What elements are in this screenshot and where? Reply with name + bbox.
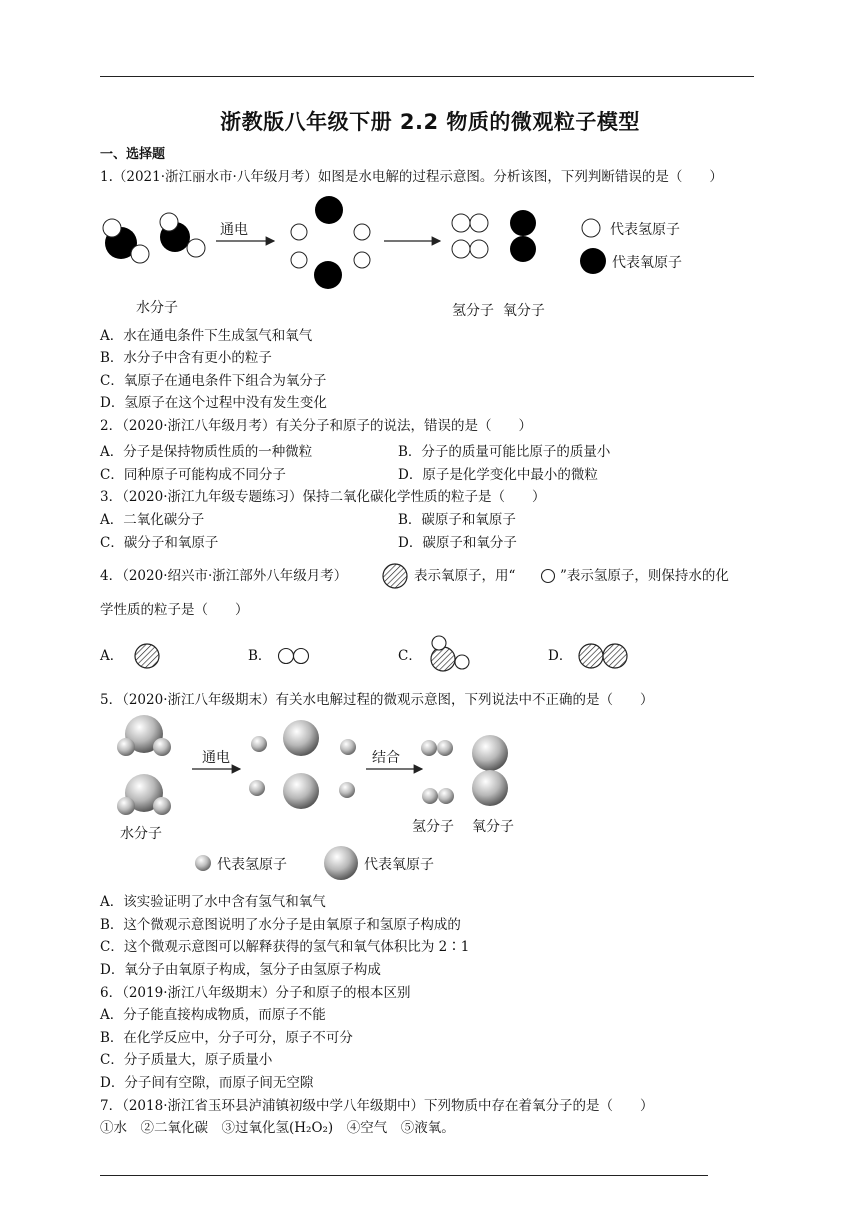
separated-atoms-icon xyxy=(249,720,356,809)
hydrogen-atom-icon xyxy=(582,219,600,237)
q4-option-c-water-molecule-icon xyxy=(425,633,475,677)
oxygen-atom-icon xyxy=(324,846,358,880)
q4-option-a-letter: A． xyxy=(100,648,124,664)
q5-legend-o: 代表氧原子 xyxy=(364,857,434,873)
q5-option-a: A．该实验证明了水中含有氢气和氧气 xyxy=(100,894,326,910)
q1-water-label: 水分子 xyxy=(136,300,178,316)
q3-stem: 3．（2020·浙江九年级专题练习）保持二氧化碳化学性质的粒子是（ ） xyxy=(100,489,546,505)
q1-option-a: A．水在通电条件下生成氢气和氧气 xyxy=(100,328,313,344)
q5-legend-h: 代表氢原子 xyxy=(217,857,287,873)
footer-rule xyxy=(100,1175,708,1176)
section-heading: 一、选择题 xyxy=(100,147,166,162)
q4-option-b-two-hydrogen-icon xyxy=(277,646,313,666)
q5-stem: 5．（2020·浙江八年级期末）有关水电解过程的微观示意图，下列说法中不正确的是（ ） xyxy=(100,692,654,708)
q1-legend-o: 代表氧原子 xyxy=(612,255,682,271)
q5-option-c: C．这个微观示意图可以解释获得的氢气和氧气体积比为 2∶1 xyxy=(100,939,470,955)
q3-option-a: A．二氧化碳分子 xyxy=(100,512,205,528)
q4-option-d-letter: D． xyxy=(548,648,573,664)
q2-option-a: A．分子是保持物质性质的一种微粒 xyxy=(100,444,313,460)
hatched-oxygen-icon xyxy=(381,562,409,590)
q2-option-b: B．分子的质量可能比原子的质量小 xyxy=(398,444,611,460)
q6-option-a: A．分子能直接构成物质，而原子不能 xyxy=(100,1007,326,1023)
q4-option-a-single-oxygen-icon xyxy=(132,641,162,671)
q1-electrolysis-figure xyxy=(100,190,720,330)
q5-h2-label: 氢分子 xyxy=(412,819,454,835)
hydrogen-atom-icon xyxy=(540,568,556,584)
q1-option-c: C．氧原子在通电条件下组合为氧分子 xyxy=(100,373,327,389)
q7-stem: 7．（2018·浙江省玉环县泸浦镇初级中学八年级期中）下列物质中存在着氧分子的是（ ） xyxy=(100,1098,654,1114)
q5-o2-label: 氧分子 xyxy=(472,819,514,835)
q6-option-c: C．分子质量大，原子质量小 xyxy=(100,1052,273,1068)
q4-option-d-oxygen-molecule-icon xyxy=(577,641,633,671)
hydrogen-molecule-icon xyxy=(421,740,454,804)
q1-stem: 1.（2021·浙江丽水市·八年级月考）如图是水电解的过程示意图。分析该图，下列判断错误的是（ ） xyxy=(100,169,723,185)
water-molecule-icon xyxy=(117,715,171,756)
hydrogen-atom-icon xyxy=(195,855,211,871)
water-molecule-icon xyxy=(160,213,205,257)
oxygen-atom-icon xyxy=(580,248,606,274)
water-molecule-icon xyxy=(117,774,171,815)
q1-products-label: 氢分子 氧分子 xyxy=(452,303,545,319)
q5-option-d: D．氧分子由氧原子构成，氢分子由氢原子构成 xyxy=(100,962,381,978)
q1-arrow-label: 通电 xyxy=(220,222,248,238)
q4-option-b-letter: B． xyxy=(248,648,272,664)
q3-option-b: B．碳原子和氧原子 xyxy=(398,512,516,528)
oxygen-molecule-icon xyxy=(510,210,536,262)
q7-items: ①水 ②二氧化碳 ③过氧化氢(H₂O₂) ④空气 ⑤液氧。 xyxy=(100,1120,455,1136)
q3-option-c: C．碳分子和氧原子 xyxy=(100,535,219,551)
q5-arrow1-label: 通电 xyxy=(202,750,230,766)
q4-stem-part3: ”表示氢原子，则保持水的化 xyxy=(560,568,729,584)
q6-stem: 6．（2019·浙江八年级期末）分子和原子的根本区别 xyxy=(100,985,411,1001)
hydrogen-molecule-icon xyxy=(452,214,488,258)
q3-option-d: D．碳原子和氧分子 xyxy=(398,535,517,551)
q1-legend-h: 代表氢原子 xyxy=(610,222,680,238)
q2-stem: 2．（2020·浙江八年级月考）有关分子和原子的说法，错误的是（ ） xyxy=(100,418,532,434)
q6-option-b: B．在化学反应中，分子可分，原子不可分 xyxy=(100,1030,353,1046)
q5-electrolysis-figure xyxy=(100,710,560,880)
q4-stem-part2: 表示氧原子，用“ xyxy=(414,568,516,584)
q6-option-d: D．分子间有空隙，而原子间无空隙 xyxy=(100,1075,314,1091)
q5-arrow2-label: 结合 xyxy=(372,750,400,766)
oxygen-molecule-icon xyxy=(472,735,508,806)
q4-stem-line2: 学性质的粒子是（ ） xyxy=(100,602,249,618)
q2-option-c: C．同种原子可能构成不同分子 xyxy=(100,467,286,483)
q1-option-b: B．水分子中含有更小的粒子 xyxy=(100,350,272,366)
separated-atoms-icon xyxy=(291,196,370,289)
q4-stem-part1: 4．（2020·绍兴市·浙江部外八年级月考） xyxy=(100,568,348,584)
q1-option-d: D．氢原子在这个过程中没有发生变化 xyxy=(100,395,327,411)
q4-option-c-letter: C． xyxy=(398,648,422,664)
water-molecule-icon xyxy=(103,219,149,263)
page-title: 浙教版八年级下册 2.2 物质的微观粒子模型 xyxy=(220,110,640,134)
q5-water-label: 水分子 xyxy=(120,826,162,842)
q2-option-d: D．原子是化学变化中最小的微粒 xyxy=(398,467,598,483)
header-rule xyxy=(100,76,754,77)
q5-option-b: B．这个微观示意图说明了水分子是由氧原子和氢原子构成的 xyxy=(100,917,461,933)
